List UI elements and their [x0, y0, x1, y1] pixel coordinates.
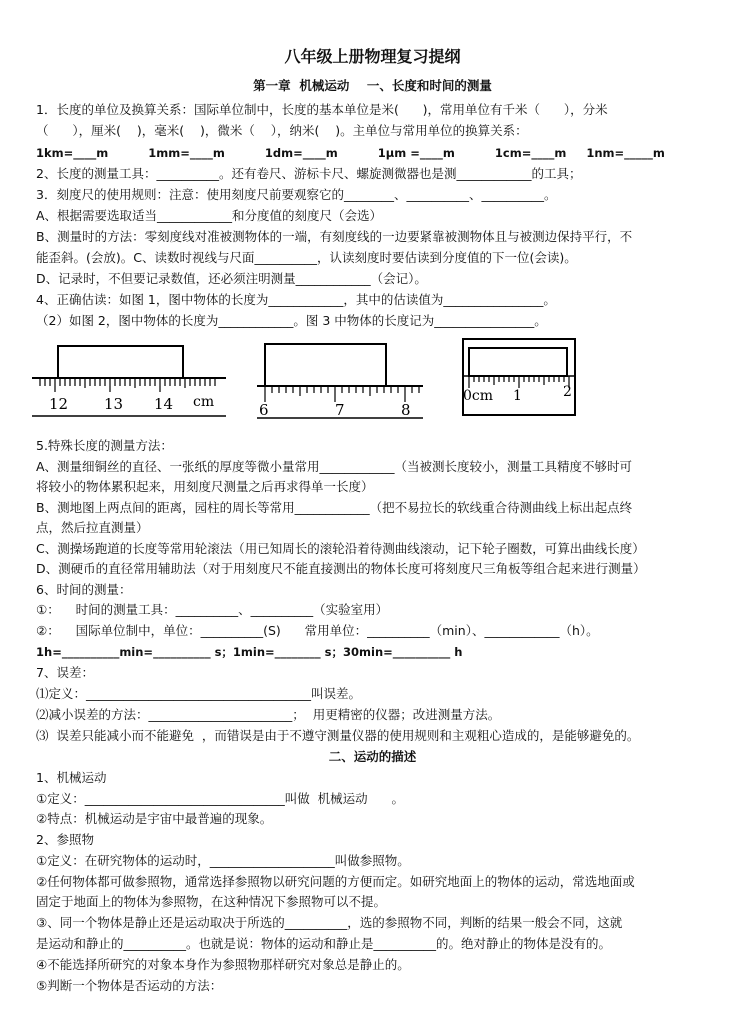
measured-block [469, 348, 567, 376]
text-line: 能歪斜。(会放)。C、读数时视线与尺面__________，认读刻度时要估读到分度值的下一位(会读)。 [36, 250, 577, 265]
text-line: 5.特殊长度的测量方法： [36, 438, 173, 453]
ruler-ticks [265, 386, 419, 402]
text-line: A、测量细铜丝的直径、一张纸的厚度等微小量常用____________（当被测长度较小，测量工具精度不够时可 [36, 459, 633, 474]
page-title: 八年级上册物理复习提纲 [284, 47, 461, 66]
measured-block [58, 346, 183, 378]
text-line: 2、长度的测量工具：__________。还有卷尺、游标卡尺、螺旋测微器也是测____________的工具； [36, 166, 582, 181]
ruler-figure-3 [455, 336, 585, 420]
text-line: B、测地图上两点间的距离，园柱的周长等常用____________（把不易拉长的软线重合待测曲线上标出起点终 [36, 500, 633, 515]
tick-label: 13 [104, 395, 124, 413]
text-line: 点，然后拉直测量） [36, 520, 149, 535]
text-line: ①定义：________________________________叫做 机械运动 。 [36, 791, 404, 806]
section-title: 一、长度和时间的测量 [366, 78, 492, 93]
tick-label: 0cm [463, 388, 494, 404]
tick-label: 12 [49, 395, 69, 413]
text-line: （2）如图 2，图中物体的长度为____________。图 3 中物体的长度记为________________。 [36, 313, 547, 328]
text-line: ②特点：机械运动是宇宙中最普遍的现象。 [36, 811, 273, 826]
text-line: A、根据需要选取适当____________和分度值的刻度尺（会选） [36, 208, 383, 223]
text-line: B、测量时的方法：零刻度线对准被测物体的一端，有刻度线的一边要紧靠被测物体且与被测边保持平行，不 [36, 229, 633, 244]
text-line: 4、正确估读：如图 1，图中物体的长度为____________，其中的估读值为________________。 [36, 292, 556, 307]
text-line: （ ），厘米( )，毫米( )，微米（ ），纳米( )。主单位与常用单位的换算关系： [36, 123, 528, 138]
tick-label: 7 [335, 401, 345, 419]
text-line: 1、机械运动 [36, 770, 107, 785]
ruler-figure-2 [255, 340, 425, 420]
text-line: D、记录时，不但要记录数值，还必须注明测量____________（会记）。 [36, 271, 427, 286]
text-line: 3．刻度尺的使用规则：注意：使用刻度尺前要观察它的________、__________、__________。 [36, 187, 557, 202]
text-line: 是运动和静止的__________。也就是说：物体的运动和静止是__________的。绝对静止的物体是没有的。 [36, 936, 612, 951]
tick-label: 1 [513, 388, 522, 404]
text-line: 6、时间的测量： [36, 582, 132, 597]
text-line: 2、参照物 [36, 832, 94, 847]
section-heading: 二、运动的描述 [328, 749, 417, 764]
text-line: ⑴定义：____________________________________叫误差。 [36, 686, 362, 701]
text-line: ②任何物体都可做参照物，通常选择参照物以研究问题的方便而定。如研究地面上的物体的运动，常选地面或 [36, 874, 635, 889]
text-line: 将较小的物体累积起来，用刻度尺测量之后再求得单一长度） [36, 479, 374, 494]
text-line: 7、误差： [36, 665, 94, 680]
tick-label: 2 [563, 384, 572, 400]
tick-label: 8 [401, 401, 411, 419]
tick-label: 14 [154, 395, 174, 413]
unit-label: cm [193, 394, 215, 410]
text-line: 1．长度的单位及换算关系：国际单位制中，长度的基本单位是米( )，常用单位有千米（ ），分米 [36, 102, 608, 117]
ruler-figure-1 [30, 340, 230, 420]
text-line: ③、同一个物体是静止还是运动取决于所选的__________，选的参照物不同，判断的结果一般会不同，这就 [36, 915, 623, 930]
text-line: ⑶ 误差只能减小而不能避免 ，而错误是由于不遵守测量仪器的使用规则和主观粗心造成的，是能够避免的。 [36, 728, 640, 743]
text-line: ⑵减小误差的方法：_______________________； 用更精密的仪器；改进测量方法。 [36, 707, 501, 722]
text-line: ⑤判断一个物体是否运动的方法： [36, 978, 223, 993]
text-line: 1h=__________min=__________ s；1min=________ s；30min=__________ h [36, 645, 463, 659]
text-line: ①定义：在研究物体的运动时，____________________叫做参照物。 [36, 853, 410, 868]
text-line: ②： 国际单位制中，单位：__________(S) 常用单位：__________（min）、____________（h）。 [36, 623, 599, 638]
text-line: ①： 时间的测量工具：__________、__________（实验室用） [36, 602, 389, 617]
chapter-heading [0, 77, 745, 95]
text-line: C、测操场跑道的长度等常用轮滚法（用已知周长的滚轮沿着待测曲线滚动，记下轮子圈数，可算出曲线长度） [36, 541, 645, 556]
ruler-ticks [40, 378, 215, 392]
tick-label: 6 [259, 401, 269, 419]
text-line: ④不能选择所研究的对象本身作为参照物那样研究对象总是静止的。 [36, 957, 410, 972]
text-line: D、测硬币的直径常用辅助法（对于用刻度尺不能直接测出的物体长度可将刻度尺三角板等组合起来进行测量） [36, 561, 646, 576]
text-line: 固定于地面上的物体为参照物，在这种情况下参照物可以不提。 [36, 894, 387, 909]
text-line: 1km=____m 1mm=____m 1dm=____m 1μm =____m 1cm=____m 1nm=_____m [36, 146, 665, 160]
chapter-title: 第一章 机械运动 [253, 78, 350, 93]
measured-block [265, 344, 386, 386]
